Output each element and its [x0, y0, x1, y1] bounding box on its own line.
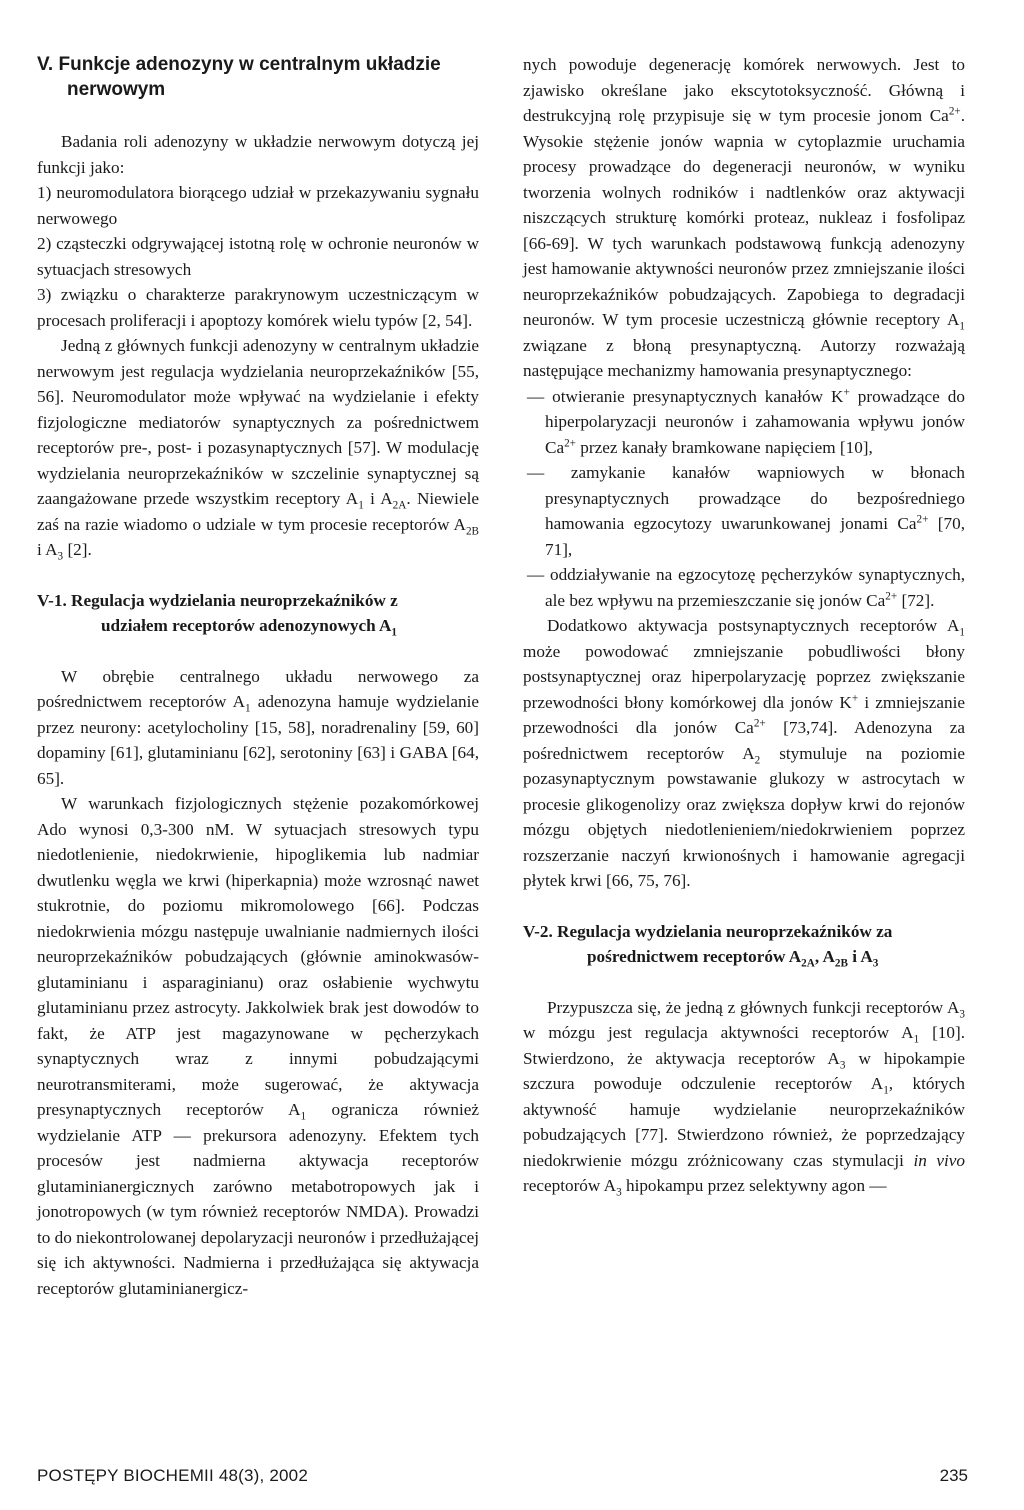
paragraph-excitotoxicity: nych powoduje degenerację komórek nerwowych. Jest to zjawisko określane jako ekscytotoksyczność. Główną i destrukcyjną rolę przypisuje się w tym procesie jonom $Ca^{2+}$. Wysokie stężenie jonów wapnia w cytoplazmie uruchamia procesy prowadzące do degeneracji neuronów, w wyniku tworzenia wolnych rodników i nadtlenków oraz aktywacji niszczących strukturę komórki proteaz, nukleaz i fosfolipaz [66-69]. W tych warunkach podstawową funkcją adenozyny jest hamowanie aktywności neuronów przez zmniejszanie ilości neuroprzekaźników pobudzających. Zapobiega to degradacji neuronów. W tym procesie uczestniczą głównie receptory $A_1$ związane z błoną presynaptyczną. Autorzy rozważają następujące mechanizmy hamowania presynaptycznego: [523, 55, 965, 380]
left-column [37, 52, 479, 1301]
list-dash-3: — oddziaływanie na egzocytozę pęcherzyków synaptycznych, ale bez wpływu na przemieszczanie się jonów $Ca^{2+}$ [72]. [527, 565, 965, 610]
list-dash-1: — otwieranie presynaptycznych kanałów K+ prowadzące do hiperpolaryzacji neuronów i zahamowania wpływu jonów $Ca^{2+}$ przez kanały bramkowane napięciem [10], [527, 385, 965, 457]
subsection-heading-v2: V-2. Regulacja wydzielania neuroprzekaźników za pośrednictwem receptorów $A_{2A}$, $A_{2B}$ i $A_3$ [523, 921, 893, 970]
section-heading [37, 52, 479, 102]
journal-footer: POSTĘPY BIOCHEMII 48(3), 2002 [37, 1466, 308, 1485]
page-number: 235 [939, 1466, 968, 1485]
subsection-heading-v1: V-1. Regulacja wydzielania neuroprzekaźników z udziałem receptorów adenozynowych $A_1$ [37, 590, 398, 639]
intro-paragraph: Badania roli adenozyny w układzie nerwowym dotyczą jej funkcji jako: [37, 132, 479, 177]
section-heading-line1: V. Funkcje adenozyny w centralnym układzie [37, 54, 441, 75]
section-heading-line2: nerwowym [67, 79, 166, 100]
paragraph-v1-release: W obrębie centralnego układu nerwowego za pośrednictwem receptorów $A_1$ adenozyna hamuje wydzielanie przez neurony: acetylocholiny [15, 58], noradrenaliny [59, 60] dopaminy [61], glutaminianu [62], serotoniny [63] i GABA [64, 65]. [37, 666, 480, 788]
list-item-1: 1) neuromodulatora biorącego udział w przekazywaniu sygnału nerwowego [37, 183, 479, 228]
paragraph-postsynaptic: Dodatkowo aktywacja postsynaptycznych receptorów $A_1$ może powodować zmniejszanie pobudliwości błony postsynaptycznej oraz hiperpolaryzację poprzez zwiększanie przewodności błony komórkowej dla jonów K+ i zmniejszanie przewodności dla jonów $Ca^{2+}$ [73,74]. Adenozyna za pośrednictwem receptorów $A_2$ stymuluje na poziomie pozasynaptycznym powstawanie glukozy w astrocytach w procesie glikogenolizy oraz zwiększa dopływ krwi do rejonów mózgu objętych niedotlenieniem/niedokrwieniem poprzez rozszerzanie naczyń krwionośnych i hamowanie agregacji płytek krwi [66, 75, 76]. [523, 616, 966, 890]
paragraph-v1-ischemia: W warunkach fizjologicznych stężenie pozakomórkowej Ado wynosi 0,3-300 nM. W sytuacjach stresowych typu niedotlenienie, niedokrwienie, hipoglikemia lub nadmiar dwutlenku węgla we krwi (hiperkapnia) może wzrosnąć nawet stukrotnie, do poziomu mikromolowego [66]. Podczas niedokrwienia mózgu następuje uwalnianie nadmiernych ilości neuroprzekaźników pobudzających (głównie aminokwasów- glutaminianu i asparaginianu) oraz osłabienie wychwytu glutaminianu przez astrocyty. Jakkolwiek brak jest dowodów to fakt, że ATP jest magazynowane w pęcherzykach synaptycznych wraz z innymi pobudzającymi neurotransmiterami, może sugerować, że aktywacja presynaptycznych receptorów $A_1$ ogranicza również wydzielanie ATP — prekursora adenozyny. Efektem tych procesów jest nadmierna aktywacja receptorów glutaminianergicznych zarówno metabotropowych jak i jonotropowych (w tym również receptorów NMDA). Prowadzi to do niekontrolowanej depolaryzacji neuronów i przedłużającej się ich aktywności. Nadmierna i przedłużająca się aktywacja receptorów glutaminianergicz- [37, 794, 479, 1298]
list-item-2: 2) cząsteczki odgrywającej istotną rolę w ochronie neuronów w sytuacjach stresowych [37, 234, 479, 279]
paragraph-neuromodulation: Jedną z głównych funkcji adenozyny w centralnym układzie nerwowym jest regulacja wydzielania neuroprzekaźników [55, 56]. Neuromodulator może wpływać na wydzielanie i efekty fizjologiczne mediatorów synaptycznych za pośrednictwem receptorów pre-, post- i pozasynaptycznych [57]. W modulację wydzielania neuroprzekaźników w szczelinie synaptycznej są zaangażowane przede wszystkim receptory $A_1$ i $A_{2A}$. Niewiele zaś na razie wiadomo o udziale w tym procesie receptorów $A_{2B}$ i $A_3$ [2]. [37, 336, 479, 563]
right-column [523, 52, 965, 1199]
list-dash-2: — zamykanie kanałów wapniowych w błonach presynaptycznych prowadzące do bezpośredniego hamowania egzocytozy uwarunkowanej jonami $Ca^{2+}$ [70, 71], [527, 463, 965, 559]
list-item-3: 3) związku o charakterze parakrynowym uczestniczącym w procesach proliferacji i apoptozy komórek wielu typów [2, 54]. [37, 285, 479, 330]
paragraph-v2: Przypuszcza się, że jedną z głównych funkcji receptorów $A_3$ w mózgu jest regulacja aktywności receptorów $A_1$ [10]. Stwierdzono, że aktywacja receptorów $A_3$ w hipokampie szczura powoduje odczulenie receptorów $A_1$, których aktywność hamuje wydzielanie neuroprzekaźników pobudzających [77]. Stwierdzono również, że poprzedzający niedokrwienie mózgu zróżnicowany czas stymulacji in vivo receptorów $A_3$ hipokampu przez selektywny agon — [523, 997, 966, 1199]
